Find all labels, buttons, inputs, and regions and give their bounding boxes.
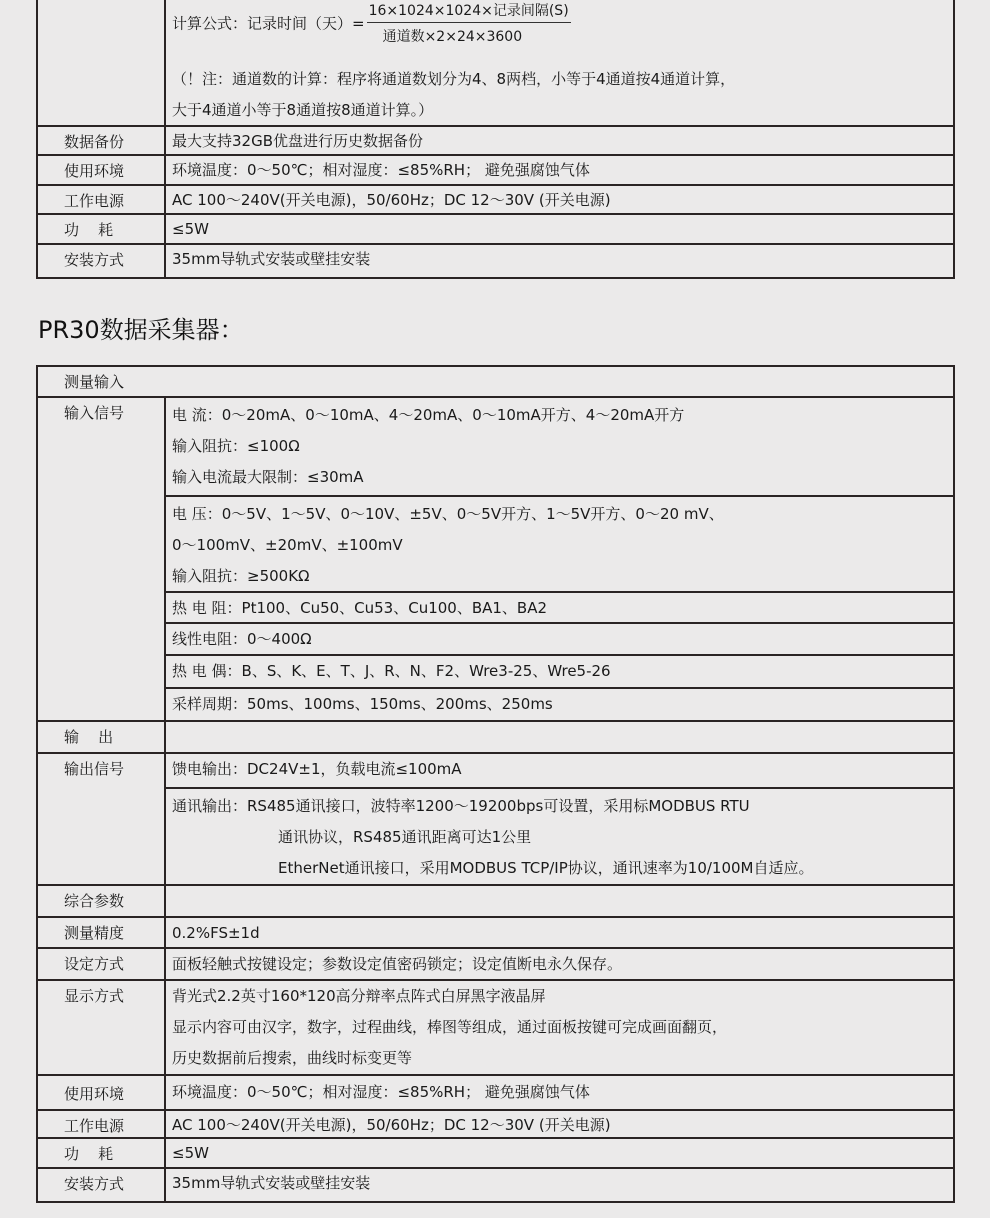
formula-label: 计算公式：记录时间（天）= [172, 14, 365, 33]
pr30-spec-table [36, 365, 955, 1203]
row-label: 安装方式 [38, 1169, 166, 1201]
row-label: 输入信号 [38, 398, 166, 720]
spec-table-continued [36, 0, 955, 279]
formula-cell [166, 0, 953, 125]
row-value: 35mm导轨式安装或壁挂安装 [172, 1174, 371, 1192]
section-row-output [38, 720, 953, 752]
rtd-group [166, 591, 953, 622]
value-line: 采样周期：50ms、100ms、150ms、200ms、250ms [172, 695, 553, 713]
row-label: 测量精度 [38, 918, 166, 947]
row-label: 使用环境 [38, 1076, 166, 1109]
row-label: 功 耗 [38, 1139, 166, 1167]
linear-resistance-group [166, 622, 953, 654]
row-label: 数据备份 [38, 127, 166, 154]
row-value: ≤5W [172, 220, 209, 238]
table-row [38, 979, 953, 1074]
row-label: 工作电源 [38, 186, 166, 213]
row-value: 面板轻触式按键设定；参数设定值密码锁定；设定值断电永久保存。 [172, 955, 623, 973]
input-signal-row [38, 396, 953, 720]
row-label: 设定方式 [38, 949, 166, 979]
section-row-measure-input [38, 367, 953, 396]
row-label: 安装方式 [38, 245, 166, 277]
output-signal-values [166, 754, 953, 884]
row-label: 使用环境 [38, 156, 166, 184]
table-row [38, 154, 953, 184]
table-row [38, 1167, 953, 1201]
row-value: 最大支持32GB优盘进行历史数据备份 [172, 132, 424, 150]
output-signal-row [38, 752, 953, 884]
note-line: 大于4通道小等于8通道按8通道计算。） [172, 101, 434, 119]
value-line: 输入阻抗：≥500KΩ [172, 567, 310, 585]
value-line: 显示内容可由汉字，数字，过程曲线，棒图等组成，通过面板按键可完成画面翻页， [172, 1018, 728, 1036]
table-row [38, 125, 953, 154]
table-row [38, 1074, 953, 1109]
table-row [38, 213, 953, 243]
value-line: 电 压：0～5V、1～5V、0～10V、±5V、0～5V开方、1～5V开方、0～20 mV、 [172, 505, 724, 523]
value-line: 馈电输出：DC24V±1，负载电流≤100mA [172, 760, 462, 778]
formula-row [38, 0, 953, 125]
comm-output-group [166, 787, 953, 884]
value-line: 热 电 阻：Pt100、Cu50、Cu53、Cu100、BA1、BA2 [172, 599, 548, 617]
row-value: 环境温度：0～50℃；相对湿度：≤85%RH； 避免强腐蚀气体 [172, 161, 590, 179]
value-line: 输入电流最大限制：≤30mA [172, 468, 364, 486]
section-label: 综合参数 [38, 886, 166, 916]
value-line: 输入阻抗：≤100Ω [172, 437, 300, 455]
table-row [38, 916, 953, 947]
value-line: 线性电阻：0～400Ω [172, 630, 312, 648]
row-label: 输出信号 [38, 754, 166, 884]
formula-denominator: 通道数×2×24×3600 [382, 29, 523, 45]
value-line: 0～100mV、±20mV、±100mV [172, 536, 403, 554]
row-label: 工作电源 [38, 1111, 166, 1137]
section-label: 输 出 [38, 722, 166, 752]
section-title: PR30数据采集器： [38, 316, 244, 344]
value-line: 通讯协议，RS485通讯距离可达1公里 [278, 828, 532, 846]
thermocouple-group [166, 654, 953, 687]
row-value: AC 100～240V(开关电源)，50/60Hz；DC 12～30V (开关电源) [172, 1116, 611, 1134]
formula-numerator: 16×1024×1024×记录间隔(S) [367, 0, 571, 23]
section-label: 测量输入 [64, 373, 125, 391]
value-line: 历史数据前后搜索，曲线时标变更等 [172, 1049, 413, 1067]
formula-fraction [367, 0, 571, 46]
current-group [166, 398, 953, 495]
value-line: 通讯输出：RS485通讯接口，波特率1200～19200bps可设置，采用标MODBUS RTU [172, 797, 750, 815]
row-label: 功 耗 [38, 215, 166, 243]
row-value: 35mm导轨式安装或壁挂安装 [172, 250, 371, 268]
value-line: 背光式2.2英寸160*120高分辩率点阵式白屏黑字液晶屏 [172, 987, 546, 1005]
note-line: （！注：通道数的计算：程序将通道数划分为4、8两档，小等于4通道按4通道计算， [172, 70, 736, 88]
table-row [38, 1109, 953, 1137]
voltage-group [166, 495, 953, 591]
feed-output-group [166, 754, 953, 787]
row-value: ≤5W [172, 1144, 209, 1162]
table-row [38, 1137, 953, 1167]
value-line: 热 电 偶：B、S、K、E、T、J、R、N、F2、Wre3-25、Wre5-26 [172, 662, 611, 680]
row-label: 显示方式 [38, 981, 166, 1074]
input-signal-values [166, 398, 953, 720]
row-value: 0.2%FS±1d [172, 924, 260, 942]
row-label [38, 0, 166, 125]
value-line: 电 流：0～20mA、0～10mA、4～20mA、0～10mA开方、4～20mA开方 [172, 406, 685, 424]
section-row-general [38, 884, 953, 916]
sampling-period-group [166, 687, 953, 720]
table-row [38, 184, 953, 213]
value-line: EtherNet通讯接口，采用MODBUS TCP/IP协议，通讯速率为10/100M自适应。 [278, 859, 814, 877]
row-value: 环境温度：0～50℃；相对湿度：≤85%RH； 避免强腐蚀气体 [172, 1083, 590, 1101]
table-row [38, 947, 953, 979]
table-row [38, 243, 953, 277]
row-value: AC 100～240V(开关电源)，50/60Hz；DC 12～30V (开关电源) [172, 191, 611, 209]
